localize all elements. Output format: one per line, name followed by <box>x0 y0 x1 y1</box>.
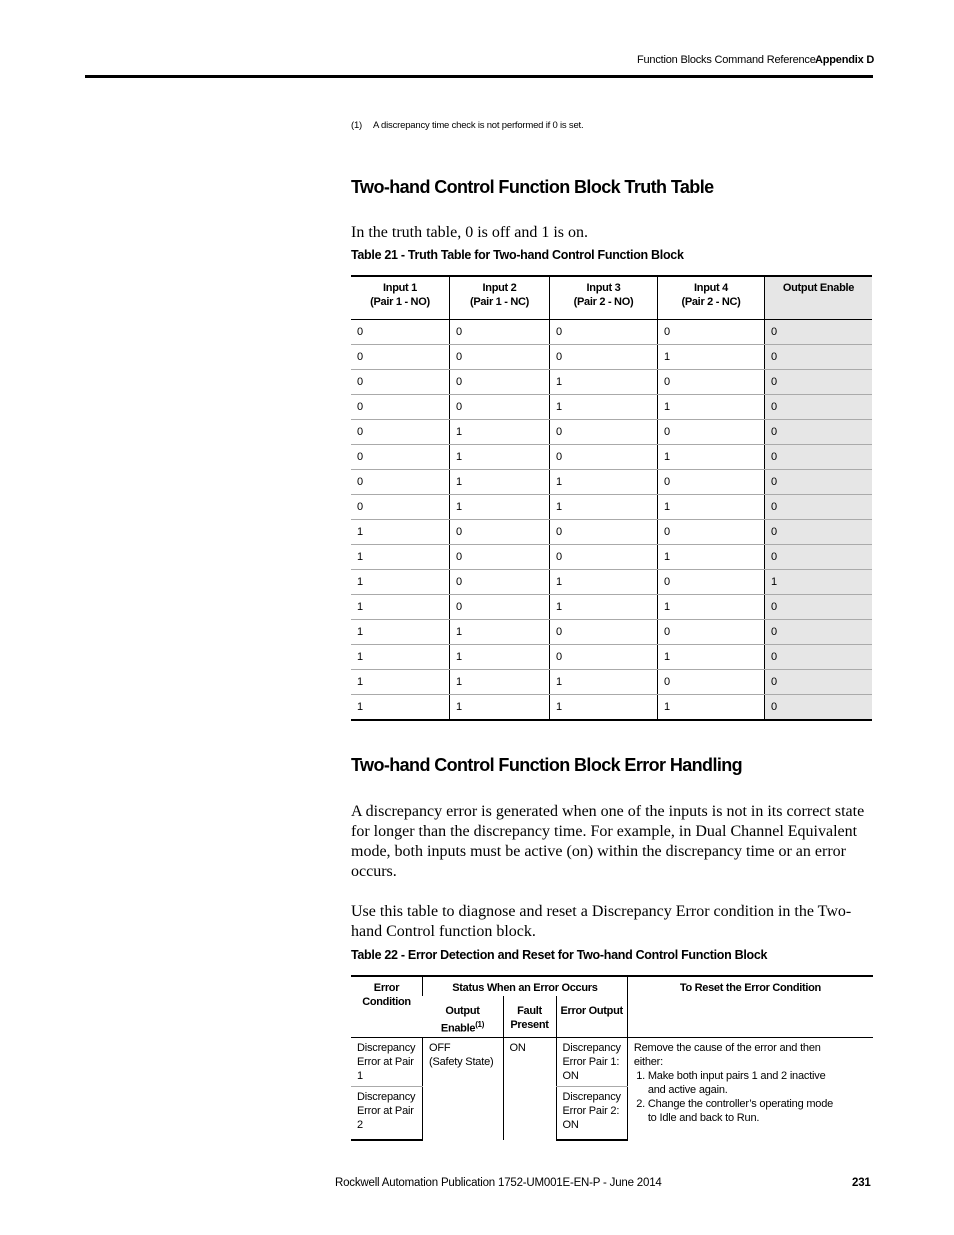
table-cell: 0 <box>765 620 873 645</box>
table-cell: 1 <box>658 695 765 721</box>
truth-table <box>351 275 872 721</box>
table-cell: 1 <box>550 670 658 695</box>
table-cell: 1 <box>351 620 450 645</box>
table-cell: 0 <box>765 545 873 570</box>
table-cell: 1 <box>351 595 450 620</box>
table-cell: 0 <box>351 345 450 370</box>
table-cell: 1 <box>550 370 658 395</box>
footnote-text: A discrepancy time check is not performed if 0 is set. <box>373 120 584 131</box>
footnote-marker: (1) <box>351 120 363 131</box>
table-cell: 0 <box>658 570 765 595</box>
table-cell: 1 <box>550 695 658 721</box>
table-cell: 1 <box>351 570 450 595</box>
footer-page-number: 231 <box>852 1177 871 1189</box>
footer-publication: Rockwell Automation Publication 1752-UM001E-EN-P - June 2014 <box>335 1177 662 1189</box>
table-cell: 0 <box>550 420 658 445</box>
table-cell: 1 <box>658 645 765 670</box>
table-cell: 1 <box>351 645 450 670</box>
table-cell: 0 <box>450 595 550 620</box>
row1-error-output: Discrepancy Error Pair 1: ON <box>556 1037 627 1086</box>
table-cell: 0 <box>765 695 873 721</box>
table-cell: 0 <box>351 370 450 395</box>
header-rule <box>85 75 873 78</box>
table-cell: 0 <box>658 470 765 495</box>
table-cell: 0 <box>450 520 550 545</box>
table-row <box>351 470 872 495</box>
table-cell: 1 <box>450 645 550 670</box>
table-cell: 0 <box>765 320 873 345</box>
error-table <box>351 975 873 1141</box>
table-cell: 0 <box>658 370 765 395</box>
table-cell: 1 <box>550 495 658 520</box>
col-output-enable: Output Enable <box>765 276 873 320</box>
table-row <box>351 395 872 420</box>
table-cell: 0 <box>658 620 765 645</box>
table-cell: 0 <box>550 545 658 570</box>
table-cell: 0 <box>765 345 873 370</box>
table-cell: 0 <box>765 645 873 670</box>
col-reset: To Reset the Error Condition <box>627 976 873 1037</box>
table-cell: 0 <box>450 345 550 370</box>
row1-fault-present: ON <box>503 1037 556 1140</box>
table-cell: 0 <box>658 420 765 445</box>
table-cell: 0 <box>450 570 550 595</box>
table-cell: 1 <box>450 495 550 520</box>
table-cell: 0 <box>765 420 873 445</box>
table-row <box>351 445 872 470</box>
table-cell: 1 <box>658 545 765 570</box>
table-cell: 1 <box>658 595 765 620</box>
error-handling-para2: Use this table to diagnose and reset a Discrepancy Error condition in the Two-hand Control function block. <box>351 903 852 940</box>
table-cell: 0 <box>351 420 450 445</box>
table-cell: 1 <box>550 395 658 420</box>
error-handling-para1: A discrepancy error is generated when one of the inputs is not in its correct state for longer than the discrepancy time. For example, in Dual Channel Equivalent mode, both inputs must be active (on) within the discrepancy time or an error occurs. <box>351 803 865 880</box>
row2-error-output: Discrepancy Error Pair 2: ON <box>556 1086 627 1140</box>
table-cell: 1 <box>450 420 550 445</box>
table-cell: 0 <box>550 445 658 470</box>
table-row <box>351 545 872 570</box>
col-error-output: Error Output <box>556 996 627 1037</box>
table-cell: 1 <box>351 670 450 695</box>
table-cell: 0 <box>765 395 873 420</box>
table-row <box>351 520 872 545</box>
table-cell: 0 <box>351 445 450 470</box>
table-cell: 0 <box>351 495 450 520</box>
table-row <box>351 320 872 345</box>
table-row <box>351 595 872 620</box>
table-cell: 0 <box>351 470 450 495</box>
col-input2: Input 2 (Pair 1 - NC) <box>450 276 550 320</box>
table-cell: 0 <box>351 320 450 345</box>
table-cell: 1 <box>550 570 658 595</box>
reset-step-1: 1. Make both input pairs 1 and 2 inactive and active again. <box>648 1069 867 1097</box>
table-cell: 0 <box>658 670 765 695</box>
table-cell: 0 <box>550 520 658 545</box>
table-cell: 1 <box>550 595 658 620</box>
truth-table-intro: In the truth table, 0 is off and 1 is on. <box>351 224 588 241</box>
col-input4: Input 4 (Pair 2 - NC) <box>658 276 765 320</box>
col-fault-present: Fault Present <box>503 996 556 1037</box>
table-cell: 0 <box>550 345 658 370</box>
table-cell: 1 <box>450 445 550 470</box>
table21-caption: Table 21 - Truth Table for Two-hand Control Function Block <box>351 248 684 262</box>
table-cell: 0 <box>765 670 873 695</box>
col-output-enable: Output Enable$^{(1)}$ <box>423 996 504 1037</box>
reset-instructions: Remove the cause of the error and then either: 1. Make both input pairs 1 and 2 inactive and active again. 2. Change the controller’s operating mode to Idle and back to Run. <box>627 1037 873 1140</box>
error-handling-heading: Two-hand Control Function Block Error Handling <box>351 755 743 775</box>
col-error-condition: Error Condition <box>351 976 423 1037</box>
table-cell: 0 <box>765 470 873 495</box>
table-cell: 1 <box>351 695 450 721</box>
table-cell: 0 <box>765 595 873 620</box>
table-cell: 0 <box>550 645 658 670</box>
table-row <box>351 420 872 445</box>
table-row <box>351 370 872 395</box>
table-cell: 1 <box>351 545 450 570</box>
table-cell: 1 <box>658 345 765 370</box>
table-cell: 0 <box>450 395 550 420</box>
table-cell: 1 <box>450 695 550 721</box>
col-input3: Input 3 (Pair 2 - NO) <box>550 276 658 320</box>
table-row <box>351 620 872 645</box>
table-cell: 0 <box>550 320 658 345</box>
col-input1: Input 1 (Pair 1 - NO) <box>351 276 450 320</box>
row2-condition: Discrepancy Error at Pair 2 <box>351 1086 423 1140</box>
table-cell: 0 <box>658 320 765 345</box>
table-cell: 1 <box>765 570 873 595</box>
table-cell: 1 <box>450 620 550 645</box>
table-row <box>351 645 872 670</box>
table-cell: 1 <box>351 520 450 545</box>
table-row <box>351 695 872 721</box>
col-status-group: Status When an Error Occurs <box>423 976 628 996</box>
table-cell: 1 <box>450 670 550 695</box>
table-cell: 0 <box>450 320 550 345</box>
table-row <box>351 670 872 695</box>
table-cell: 0 <box>550 620 658 645</box>
truth-table-heading: Two-hand Control Function Block Truth Table <box>351 177 714 197</box>
table-cell: 0 <box>450 370 550 395</box>
table-cell: 1 <box>550 470 658 495</box>
table-cell: 0 <box>765 445 873 470</box>
table-cell: 0 <box>765 520 873 545</box>
table-cell: 0 <box>450 545 550 570</box>
row1-output-enable: OFF (Safety State) <box>423 1037 504 1140</box>
running-header-appendix: Appendix D <box>815 54 875 66</box>
table-cell: 1 <box>658 395 765 420</box>
table-cell: 0 <box>765 370 873 395</box>
reset-step-2: 2. Change the controller’s operating mode to Idle and back to Run. <box>648 1097 867 1125</box>
table-row <box>351 345 872 370</box>
table-row <box>351 570 872 595</box>
row1-condition: Discrepancy Error at Pair 1 <box>351 1037 423 1086</box>
table-cell: 0 <box>351 395 450 420</box>
table-cell: 0 <box>658 520 765 545</box>
table22-caption: Table 22 - Error Detection and Reset for Two-hand Control Function Block <box>351 948 768 962</box>
table-cell: 1 <box>658 495 765 520</box>
table-row <box>351 495 872 520</box>
table-cell: 1 <box>450 470 550 495</box>
table-cell: 0 <box>765 495 873 520</box>
running-header-section: Function Blocks Command Reference <box>637 54 816 66</box>
table-cell: 1 <box>658 445 765 470</box>
